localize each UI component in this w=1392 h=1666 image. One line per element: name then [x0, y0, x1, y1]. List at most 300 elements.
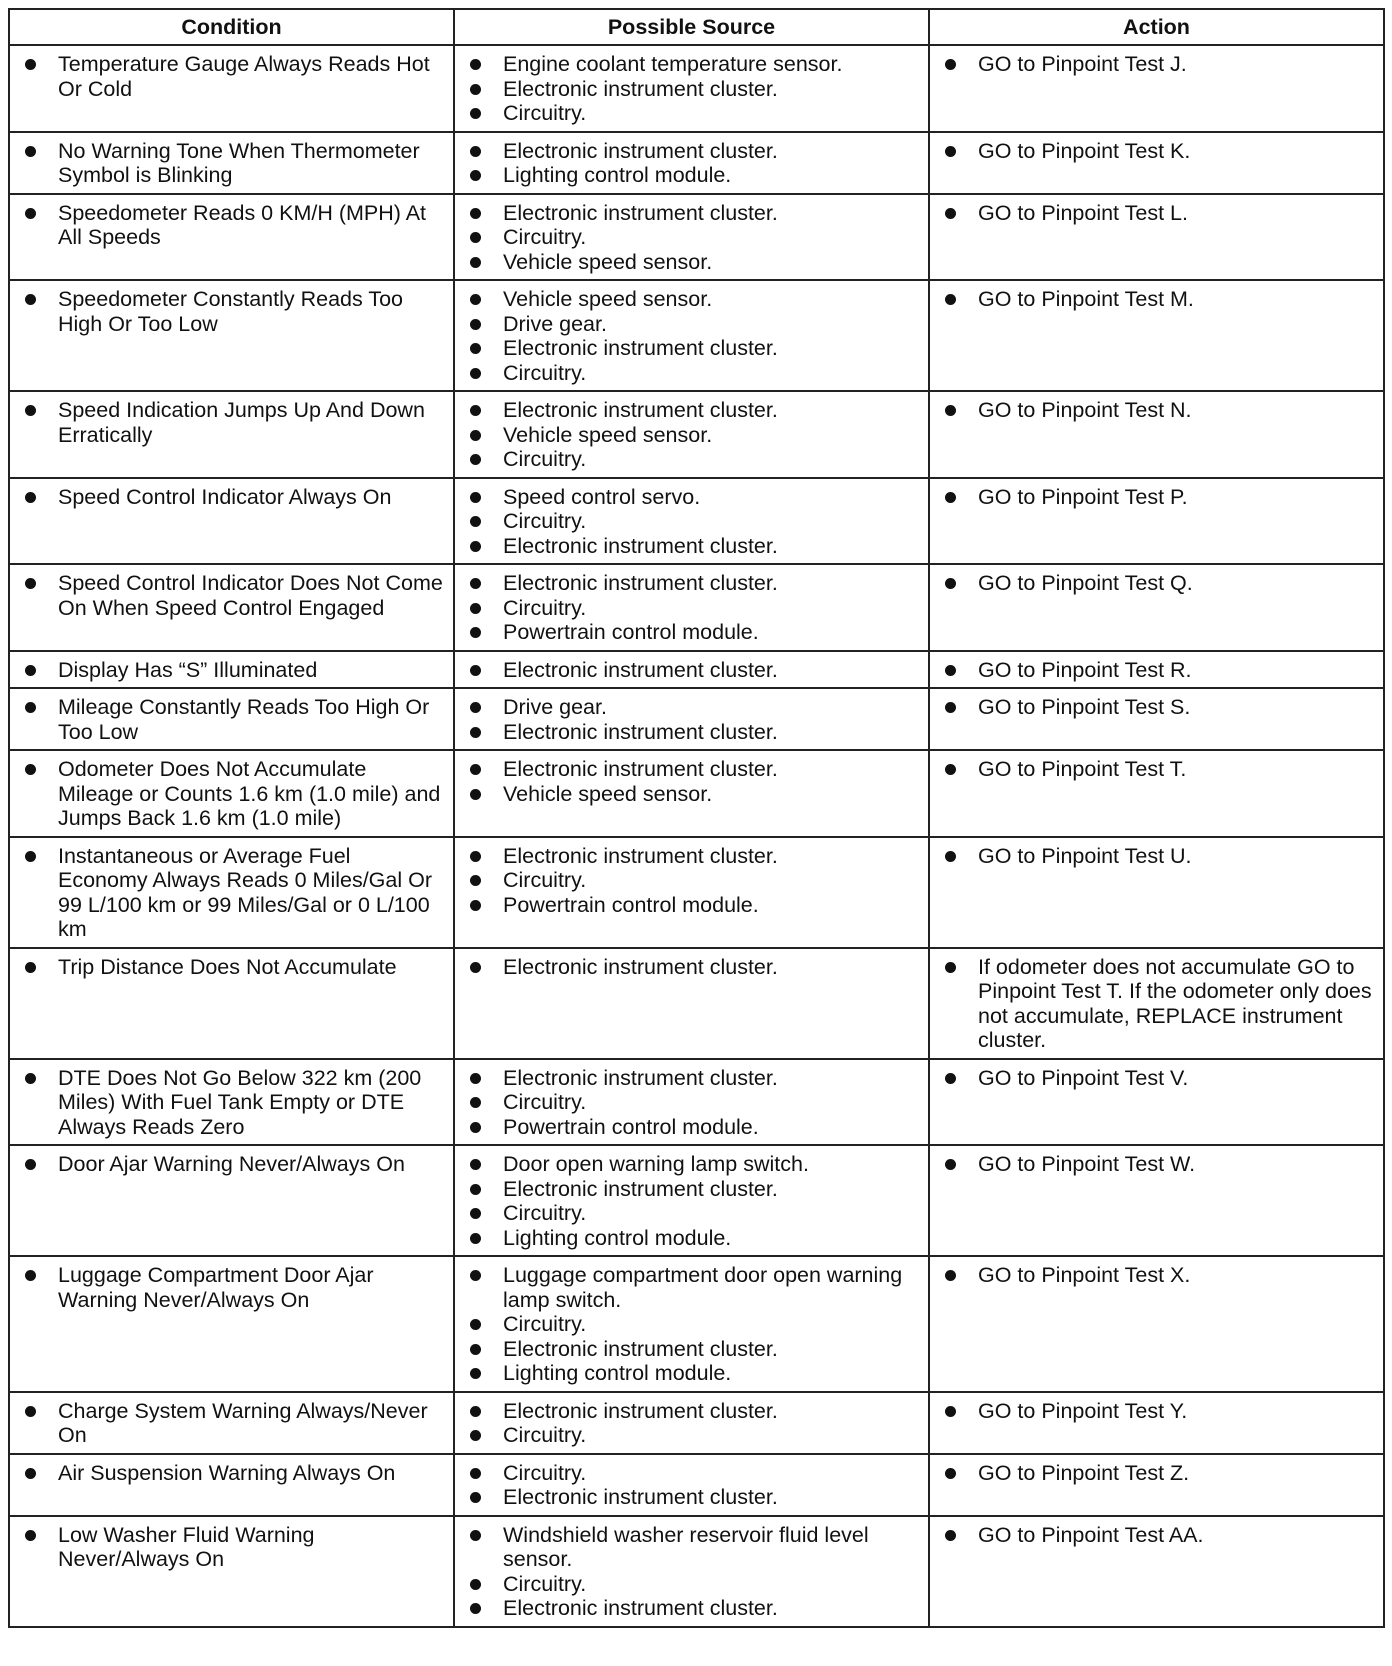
source-item [463, 571, 920, 596]
bullet-icon [470, 665, 481, 676]
action-list [938, 1399, 1375, 1424]
source-item-text: Electronic instrument cluster. [503, 1336, 778, 1361]
bullet-icon [945, 665, 956, 676]
condition-item [18, 287, 445, 336]
source-item-text: Circuitry. [503, 1571, 587, 1596]
action-list [938, 1066, 1375, 1091]
bullet-icon [25, 764, 36, 775]
diagnosis-table [8, 8, 1385, 1628]
action-item [938, 658, 1375, 683]
bullet-icon [470, 430, 481, 441]
action-item-text: GO to Pinpoint Test U. [978, 843, 1192, 868]
action-cell [929, 194, 1384, 281]
bullet-icon [470, 627, 481, 638]
source-item [463, 1263, 920, 1312]
condition-item [18, 1152, 445, 1177]
source-item [463, 423, 920, 448]
bullet-icon [25, 702, 36, 713]
action-item [938, 1152, 1375, 1177]
possible-source-cell [454, 45, 929, 132]
condition-item [18, 955, 445, 980]
possible-source-cell [454, 280, 929, 391]
table-row [9, 478, 1384, 565]
source-item-text: Electronic instrument cluster. [503, 757, 778, 781]
condition-list [18, 658, 445, 683]
possible-source-cell [454, 1059, 929, 1146]
source-item [463, 312, 920, 337]
condition-item-text: Temperature Gauge Always Reads Hot Or Cold [58, 52, 430, 101]
condition-item-text: Mileage Constantly Reads Too High Or Too Low [58, 695, 430, 744]
bullet-icon [470, 1159, 481, 1170]
condition-item [18, 695, 445, 744]
action-item-text: GO to Pinpoint Test S. [978, 695, 1191, 719]
bullet-icon [945, 492, 956, 503]
source-item-text: Circuitry. [503, 360, 587, 385]
source-list [463, 201, 920, 275]
action-cell [929, 1059, 1384, 1146]
table-row [9, 750, 1384, 837]
source-item-text: Electronic instrument cluster. [503, 1596, 778, 1620]
bullet-icon [470, 257, 481, 268]
bullet-icon [470, 492, 481, 503]
bullet-icon [25, 1073, 36, 1084]
source-item [463, 720, 920, 745]
bullet-icon [470, 84, 481, 95]
condition-item-text: Speedometer Constantly Reads Too High Or Too Low [58, 287, 404, 336]
action-list [938, 398, 1375, 423]
source-item [463, 596, 920, 621]
table-row [9, 132, 1384, 194]
possible-source-cell [454, 194, 929, 281]
action-list [938, 844, 1375, 869]
possible-source-cell [454, 1392, 929, 1454]
bullet-icon [25, 405, 36, 416]
condition-list [18, 1523, 445, 1572]
bullet-icon [470, 343, 481, 354]
table-row [9, 45, 1384, 132]
bullet-icon [945, 405, 956, 416]
table-row [9, 1454, 1384, 1516]
source-item-text: Luggage compartment door open warning lamp switch. [503, 1263, 903, 1312]
action-item-text: GO to Pinpoint Test X. [978, 1263, 1191, 1287]
condition-list [18, 398, 445, 447]
action-cell [929, 391, 1384, 478]
condition-item [18, 139, 445, 188]
bullet-icon [470, 962, 481, 973]
source-item-text: Door open warning lamp switch. [503, 1152, 809, 1176]
source-item-text: Circuitry. [503, 1460, 587, 1485]
possible-source-cell [454, 132, 929, 194]
bullet-icon [25, 1406, 36, 1417]
source-item [463, 77, 920, 102]
action-item [938, 287, 1375, 312]
condition-item [18, 1523, 445, 1572]
source-item-text: Powertrain control module. [503, 892, 759, 917]
action-item [938, 1263, 1375, 1288]
condition-item-text: Charge System Warning Always/Never On [58, 1398, 428, 1447]
source-item-text: Circuitry. [503, 1312, 587, 1336]
condition-list [18, 287, 445, 336]
bullet-icon [470, 875, 481, 886]
source-item [463, 1523, 920, 1572]
action-item [938, 52, 1375, 77]
condition-cell [9, 1454, 454, 1516]
source-item [463, 1201, 920, 1226]
source-item [463, 485, 920, 510]
bullet-icon [945, 59, 956, 70]
source-item-text: Vehicle speed sensor. [503, 249, 713, 274]
condition-item [18, 571, 445, 620]
action-cell [929, 651, 1384, 689]
source-item-text: Lighting control module. [503, 1361, 732, 1385]
condition-list [18, 485, 445, 510]
bullet-icon [470, 603, 481, 614]
condition-cell [9, 750, 454, 837]
source-item [463, 361, 920, 386]
action-cell [929, 948, 1384, 1059]
bullet-icon [470, 1579, 481, 1590]
table-row [9, 564, 1384, 651]
condition-item-text: No Warning Tone When Thermometer Symbol is Blinking [58, 138, 420, 187]
source-list [463, 1523, 920, 1621]
source-item [463, 336, 920, 361]
bullet-icon [470, 1319, 481, 1330]
condition-item [18, 844, 445, 942]
bullet-icon [470, 1406, 481, 1417]
action-item-text: GO to Pinpoint Test V. [978, 1065, 1189, 1090]
source-item [463, 695, 920, 720]
source-list [463, 52, 920, 126]
condition-item-text: Air Suspension Warning Always On [58, 1460, 396, 1485]
source-item [463, 1226, 920, 1251]
possible-source-cell [454, 948, 929, 1059]
source-item [463, 757, 920, 782]
source-item-text: Vehicle speed sensor. [503, 422, 713, 447]
bullet-icon [470, 541, 481, 552]
condition-cell [9, 837, 454, 948]
bullet-icon [470, 1270, 481, 1281]
action-item-text: GO to Pinpoint Test M. [978, 287, 1194, 311]
bullet-icon [470, 1468, 481, 1479]
source-item-text: Lighting control module. [503, 1225, 732, 1250]
source-item-text: Circuitry. [503, 225, 587, 249]
source-item [463, 1485, 920, 1510]
condition-list [18, 955, 445, 980]
action-item [938, 571, 1375, 596]
bullet-icon [25, 578, 36, 589]
bullet-icon [945, 1159, 956, 1170]
condition-list [18, 844, 445, 942]
source-item [463, 893, 920, 918]
table-row [9, 837, 1384, 948]
condition-cell [9, 280, 454, 391]
bullet-icon [470, 294, 481, 305]
bullet-icon [470, 405, 481, 416]
condition-item [18, 1066, 445, 1140]
bullet-icon [470, 170, 481, 181]
source-item-text: Electronic instrument cluster. [503, 843, 778, 868]
bullet-icon [25, 1159, 36, 1170]
bullet-icon [470, 789, 481, 800]
action-item [938, 757, 1375, 782]
source-item [463, 1596, 920, 1621]
action-cell [929, 1256, 1384, 1392]
source-item-text: Vehicle speed sensor. [503, 781, 713, 806]
table-row [9, 391, 1384, 478]
bullet-icon [470, 578, 481, 589]
source-item [463, 1152, 920, 1177]
source-item-text: Electronic instrument cluster. [503, 76, 778, 101]
action-item [938, 398, 1375, 423]
source-list [463, 398, 920, 472]
source-item-text: Electronic instrument cluster. [503, 138, 778, 163]
possible-source-cell [454, 564, 929, 651]
source-item [463, 1312, 920, 1337]
source-item-text: Electronic instrument cluster. [503, 657, 778, 682]
condition-list [18, 1066, 445, 1140]
source-item-text: Electronic instrument cluster. [503, 533, 778, 558]
bullet-icon [470, 1344, 481, 1355]
action-list [938, 1152, 1375, 1177]
action-cell [929, 564, 1384, 651]
action-item-text: GO to Pinpoint Test K. [978, 138, 1191, 163]
table-row [9, 1392, 1384, 1454]
source-item-text: Lighting control module. [503, 163, 732, 187]
action-item-text: GO to Pinpoint Test N. [978, 398, 1192, 422]
action-item [938, 139, 1375, 164]
bullet-icon [945, 764, 956, 775]
source-item-text: Electronic instrument cluster. [503, 1176, 778, 1201]
source-item-text: Engine coolant temperature sensor. [503, 52, 843, 76]
condition-item-text: Speed Indication Jumps Up And Down Erratically [58, 398, 425, 447]
bullet-icon [470, 1122, 481, 1133]
bullet-icon [470, 208, 481, 219]
source-item [463, 1337, 920, 1362]
bullet-icon [945, 962, 956, 973]
condition-cell [9, 651, 454, 689]
action-item [938, 844, 1375, 869]
source-list [463, 287, 920, 385]
source-item-text: Electronic instrument cluster. [503, 336, 778, 360]
source-item-text: Drive gear. [503, 311, 607, 336]
bullet-icon [945, 851, 956, 862]
bullet-icon [945, 1073, 956, 1084]
source-item [463, 287, 920, 312]
bullet-icon [945, 1468, 956, 1479]
source-item [463, 1461, 920, 1486]
table-row [9, 1145, 1384, 1256]
condition-cell [9, 1059, 454, 1146]
possible-source-cell [454, 688, 929, 750]
condition-list [18, 139, 445, 188]
source-item [463, 447, 920, 472]
condition-cell [9, 45, 454, 132]
source-item-text: Circuitry. [503, 868, 587, 892]
condition-cell [9, 948, 454, 1059]
possible-source-cell [454, 391, 929, 478]
action-cell [929, 688, 1384, 750]
source-item [463, 139, 920, 164]
bullet-icon [470, 59, 481, 70]
bullet-icon [470, 319, 481, 330]
source-item [463, 844, 920, 869]
action-cell [929, 1454, 1384, 1516]
action-item-text: GO to Pinpoint Test T. [978, 757, 1187, 781]
action-list [938, 1263, 1375, 1288]
condition-cell [9, 132, 454, 194]
header-action: Action [929, 9, 1384, 45]
source-item [463, 534, 920, 559]
condition-item [18, 485, 445, 510]
source-item-text: Powertrain control module. [503, 1114, 759, 1139]
bullet-icon [470, 851, 481, 862]
table-row [9, 1059, 1384, 1146]
condition-item [18, 52, 445, 101]
action-cell [929, 280, 1384, 391]
action-list [938, 955, 1375, 1053]
action-list [938, 1523, 1375, 1548]
condition-cell [9, 1256, 454, 1392]
condition-cell [9, 1392, 454, 1454]
bullet-icon [945, 294, 956, 305]
bullet-icon [945, 146, 956, 157]
bullet-icon [25, 146, 36, 157]
bullet-icon [25, 851, 36, 862]
source-item [463, 1572, 920, 1597]
condition-cell [9, 1516, 454, 1627]
source-item [463, 1115, 920, 1140]
source-item [463, 1361, 920, 1386]
action-item [938, 485, 1375, 510]
table-row [9, 280, 1384, 391]
condition-item-text: Low Washer Fluid Warning Never/Always On [58, 1522, 315, 1571]
condition-item-text: Speed Control Indicator Does Not Come On When Speed Control Engaged [58, 571, 443, 620]
source-list [463, 1461, 920, 1510]
condition-list [18, 1263, 445, 1312]
condition-item [18, 1461, 445, 1486]
possible-source-cell [454, 651, 929, 689]
source-item-text: Electronic instrument cluster. [503, 1398, 778, 1423]
table-row [9, 688, 1384, 750]
action-item-text: GO to Pinpoint Test Y. [978, 1398, 1188, 1423]
source-item [463, 101, 920, 126]
bullet-icon [25, 665, 36, 676]
bullet-icon [470, 1208, 481, 1219]
source-list [463, 139, 920, 188]
action-item-text: GO to Pinpoint Test Q. [978, 571, 1193, 595]
source-item-text: Electronic instrument cluster. [503, 200, 778, 225]
condition-cell [9, 1145, 454, 1256]
source-item [463, 52, 920, 77]
action-item-text: GO to Pinpoint Test J. [978, 52, 1187, 76]
source-list [463, 1066, 920, 1140]
bullet-icon [470, 702, 481, 713]
table-row [9, 651, 1384, 689]
action-list [938, 52, 1375, 77]
bullet-icon [470, 1368, 481, 1379]
header-possible-source: Possible Source [454, 9, 929, 45]
source-item-text: Circuitry. [503, 509, 587, 533]
source-item [463, 1177, 920, 1202]
action-cell [929, 837, 1384, 948]
source-item-text: Electronic instrument cluster. [503, 1065, 778, 1090]
bullet-icon [470, 1233, 481, 1244]
source-item [463, 250, 920, 275]
action-item [938, 955, 1375, 1053]
condition-cell [9, 478, 454, 565]
source-list [463, 844, 920, 918]
action-list [938, 695, 1375, 720]
source-item [463, 620, 920, 645]
condition-list [18, 571, 445, 620]
action-item [938, 201, 1375, 226]
possible-source-cell [454, 1145, 929, 1256]
condition-list [18, 201, 445, 250]
bullet-icon [470, 900, 481, 911]
possible-source-cell [454, 1516, 929, 1627]
source-item-text: Electronic instrument cluster. [503, 719, 778, 744]
bullet-icon [470, 1097, 481, 1108]
source-item [463, 1066, 920, 1091]
source-item [463, 201, 920, 226]
source-item [463, 509, 920, 534]
action-list [938, 287, 1375, 312]
bullet-icon [470, 454, 481, 465]
source-item-text: Electronic instrument cluster. [503, 398, 778, 422]
source-list [463, 695, 920, 744]
condition-item [18, 398, 445, 447]
source-item [463, 782, 920, 807]
bullet-icon [470, 1603, 481, 1614]
condition-cell [9, 688, 454, 750]
action-list [938, 139, 1375, 164]
possible-source-cell [454, 1256, 929, 1392]
possible-source-cell [454, 837, 929, 948]
action-list [938, 571, 1375, 596]
action-item-text: GO to Pinpoint Test AA. [978, 1522, 1204, 1547]
bullet-icon [470, 1530, 481, 1541]
bullet-icon [25, 1468, 36, 1479]
action-item-text: If odometer does not accumulate GO to Pinpoint Test T. If the odometer only does not accumulate, REPLACE instrument cluster. [978, 954, 1372, 1052]
source-item-text: Circuitry. [503, 1423, 587, 1447]
condition-item-text: Instantaneous or Average Fuel Economy Always Reads 0 Miles/Gal Or 99 L/100 km or 99 Miles/Gal or 0 L/100 km [58, 843, 432, 941]
source-item-text: Circuitry. [503, 101, 587, 125]
bullet-icon [945, 1406, 956, 1417]
source-item-text: Powertrain control module. [503, 620, 759, 644]
source-item [463, 1423, 920, 1448]
source-item-text: Windshield washer reservoir fluid level sensor. [503, 1522, 869, 1571]
bullet-icon [945, 578, 956, 589]
action-cell [929, 132, 1384, 194]
action-item-text: GO to Pinpoint Test L. [978, 200, 1188, 225]
table-row [9, 948, 1384, 1059]
source-item-text: Electronic instrument cluster. [503, 954, 778, 979]
condition-item [18, 1399, 445, 1448]
condition-item-text: Door Ajar Warning Never/Always On [58, 1152, 405, 1176]
table-row [9, 194, 1384, 281]
source-list [463, 571, 920, 645]
source-item-text: Drive gear. [503, 695, 607, 719]
bullet-icon [470, 1073, 481, 1084]
bullet-icon [945, 1530, 956, 1541]
source-item [463, 658, 920, 683]
bullet-icon [945, 208, 956, 219]
source-list [463, 1152, 920, 1250]
table-row [9, 1516, 1384, 1627]
bullet-icon [470, 1492, 481, 1503]
bullet-icon [470, 764, 481, 775]
condition-item [18, 658, 445, 683]
